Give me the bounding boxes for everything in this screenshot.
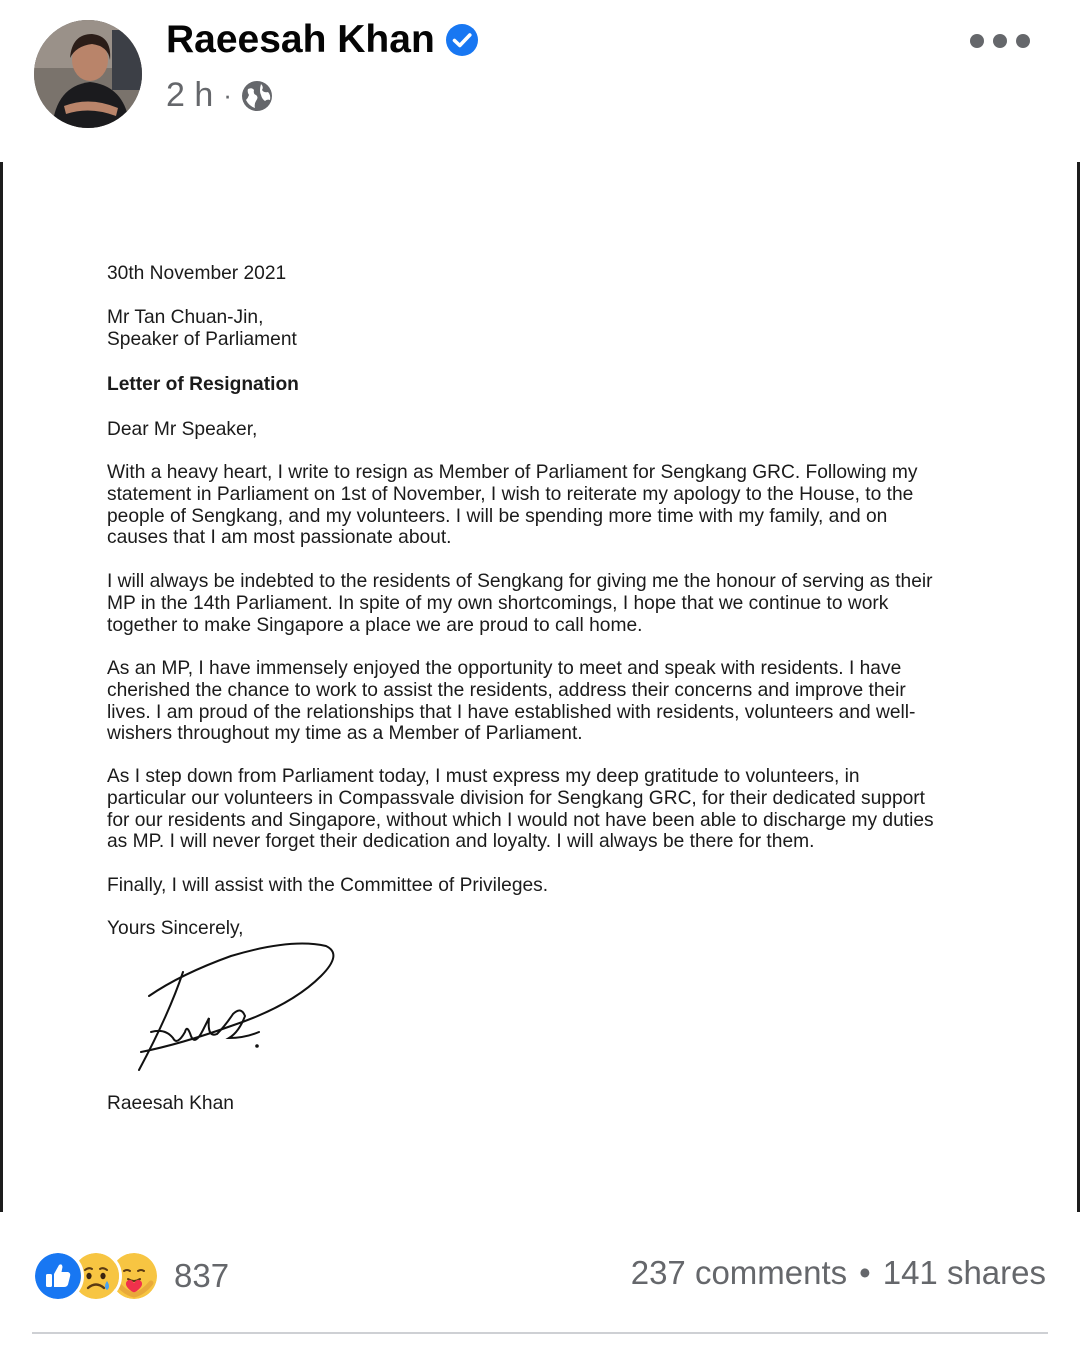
letter-paragraph — [107, 571, 987, 636]
letter-line: particular our volunteers in Compassvale division for Sengkang GRC, for their dedicated support — [107, 787, 926, 809]
like-icon — [32, 1250, 84, 1302]
post-time[interactable]: 2 h — [166, 76, 214, 114]
reactions-summary[interactable] — [32, 1250, 229, 1302]
letter-date: 30th November 2021 — [107, 263, 287, 284]
author-name[interactable] — [166, 18, 479, 62]
divider — [32, 1332, 1048, 1334]
letter-line: Finally, I will assist with the Committee of Privileges. — [107, 875, 549, 896]
avatar[interactable] — [34, 20, 142, 128]
more-options-button[interactable] — [970, 26, 1030, 56]
letter-paragraph — [107, 766, 987, 853]
letter-recipient-name: Mr Tan Chuan-Jin, — [107, 307, 264, 328]
letter-closing: Yours Sincerely, — [107, 918, 244, 939]
globe-icon[interactable] — [240, 79, 274, 113]
letter-line: lives. I am proud of the relationships that I have established with residents, volunteers and well- — [107, 701, 916, 723]
letter-line: As an MP, I have immensely enjoyed the opportunity to meet and speak with residents. I have — [107, 658, 902, 679]
shares-count[interactable]: 141 shares — [882, 1254, 1046, 1291]
letter-line: together to make Singapore a place we are proud to call home. — [107, 614, 643, 636]
letter-paragraph — [107, 462, 987, 549]
letter-line: With a heavy heart, I write to resign as Member of Parliament for Sengkang GRC. Following my — [107, 462, 918, 483]
engagement-stats — [631, 1254, 1046, 1292]
signature — [121, 934, 341, 1084]
letter-paragraph — [107, 658, 987, 745]
author-name-text[interactable]: Raeesah Khan — [166, 18, 435, 61]
letter-line: as MP. I will never forget their dedication and loyalty. I will always be there for them. — [107, 831, 815, 853]
letter-line: causes that I am most passionate about. — [107, 527, 452, 549]
post-header — [0, 0, 1080, 150]
letter-line: statement in Parliament on 1st of November, I wish to reiterate my apology to the House, to the — [107, 483, 914, 505]
letter-line: As I step down from Parliament today, I must express my deep gratitude to volunteers, in — [107, 766, 860, 787]
letter-salutation: Dear Mr Speaker, — [107, 419, 258, 440]
letter-signatory: Raeesah Khan — [107, 1093, 234, 1114]
post-meta — [166, 76, 274, 115]
letter-line: I will always be indebted to the residents of Sengkang for giving me the honour of serving as their — [107, 571, 933, 592]
verified-badge-icon — [445, 23, 479, 57]
letter-line: MP in the 14th Parliament. In spite of my own shortcomings, I hope that we continue to work — [107, 592, 889, 614]
letter-line: wishers throughout my time as a Member of Parliament. — [107, 723, 583, 745]
more-options-icon — [993, 34, 1007, 48]
reaction-count[interactable]: 837 — [174, 1257, 230, 1294]
more-options-icon — [1016, 34, 1030, 48]
letter-line: cherished the chance to work to assist the residents, address their concerns and improve their — [107, 679, 906, 701]
letter-recipient-title: Speaker of Parliament — [107, 329, 297, 350]
avatar-photo — [34, 20, 142, 128]
meta-separator: · — [223, 80, 232, 110]
engagement-separator: • — [859, 1254, 871, 1291]
more-options-icon — [970, 34, 984, 48]
letter-paragraph — [107, 875, 987, 897]
comments-count[interactable]: 237 comments — [630, 1254, 848, 1291]
letter-line: for our residents and Singapore, without which I would not have been able to discharge my duties — [107, 809, 934, 831]
letter-image[interactable] — [0, 162, 1080, 1212]
letter-subject: Letter of Resignation — [107, 374, 299, 395]
letter-line: people of Sengkang, and my volunteers. I will be spending more time with my family, and on — [107, 505, 888, 527]
